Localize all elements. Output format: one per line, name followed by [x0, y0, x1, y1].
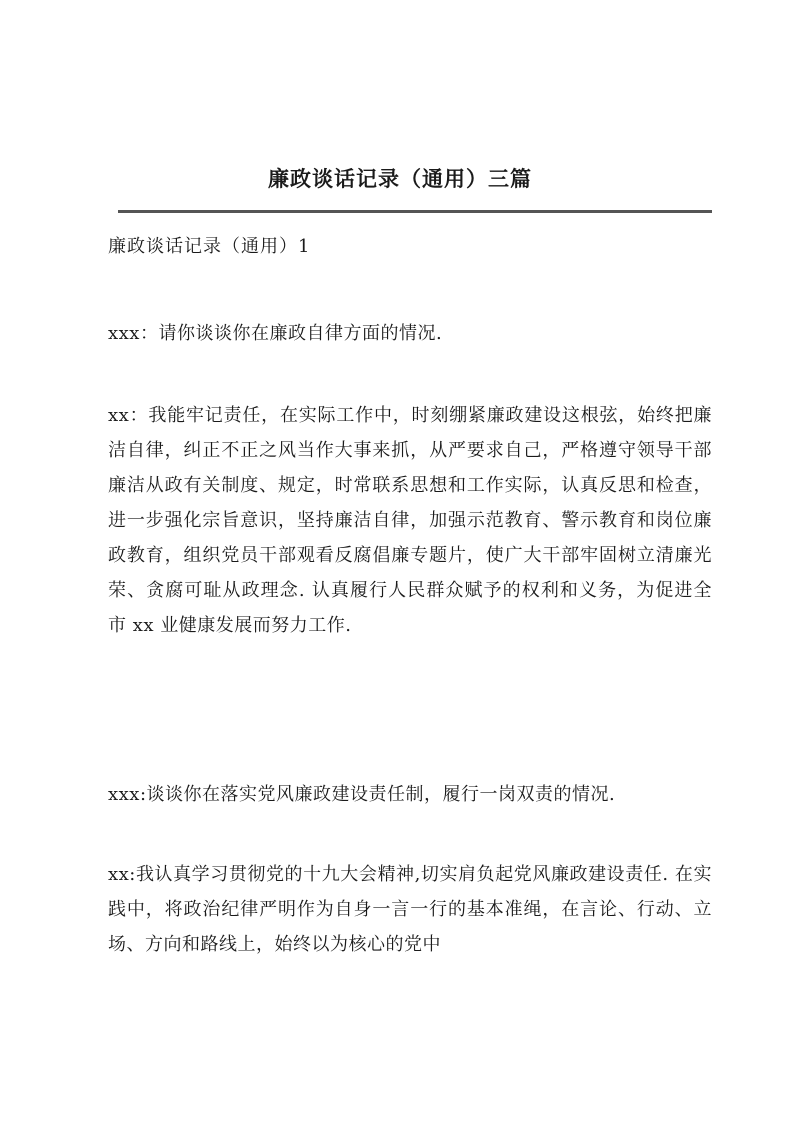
paragraph-question-1: xxx：请你谈谈你在廉政自律方面的情况.	[108, 323, 443, 344]
paragraph-question-2: xxx:谈谈你在落实党风廉政建设责任制，履行一岗双责的情况.	[108, 784, 616, 805]
paragraph-answer-2: xx:我认真学习贯彻党的十九大会精神,切实肩负起党风廉政建设责任. 在实践中，将政治纪律严明作为自身一言一行的基本准绳，在言论、行动、立场、方向和路线上，始终以为核心的党中	[108, 864, 712, 955]
section-heading: 廉政谈话记录（通用）1	[108, 236, 311, 257]
document-title: 廉政谈话记录（通用）三篇	[268, 166, 532, 191]
paragraph-answer-1: xx：我能牢记责任，在实际工作中，时刻绷紧廉政建设这根弦，始终把廉洁自律，纠正不正之风当作大事来抓，从严要求自己，严格遵守领导干部廉洁从政有关制度、规定，时常联系思想和工作实际，认真反思和检查，进一步强化宗旨意识，坚持廉洁自律，加强示范教育、警示教育和岗位廉政教育，组织党员干部观看反腐倡廉专题片，使广大干部牢固树立清廉光荣、贪腐可耻从政理念. 认真履行人民群众赋予的权利和义务，为促进全市 xx 业健康发展而努力工作.	[108, 405, 712, 636]
title-divider	[118, 210, 712, 213]
